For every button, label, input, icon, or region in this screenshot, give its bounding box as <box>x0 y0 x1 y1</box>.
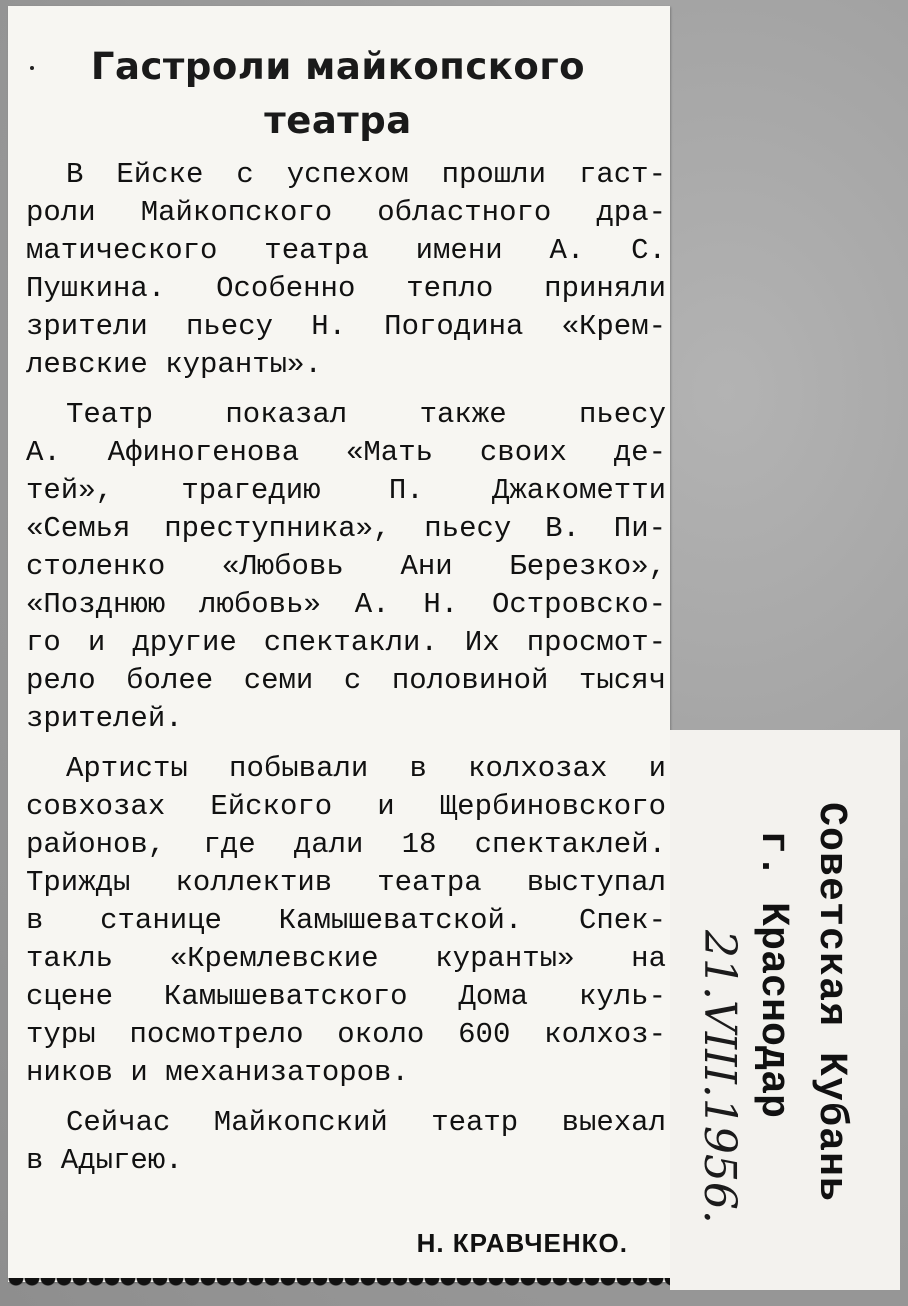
source-date-handwritten: 21.VIII.1956. <box>694 930 745 1224</box>
text-line: сцене Камышеватского Дома куль- <box>26 980 666 1013</box>
article-paragraph <box>26 1104 666 1180</box>
text-line: столенко «Любовь Ани Березко», <box>26 550 666 583</box>
text-line: левские куранты». <box>26 348 322 381</box>
text-line: Артисты побывали в колхозах и <box>66 752 666 785</box>
text-line: Сейчас Майкопский театр выехал <box>66 1106 666 1139</box>
article-paragraph <box>26 396 666 738</box>
text-line: Театр показал также пьесу <box>66 398 666 431</box>
torn-edge <box>8 1278 670 1292</box>
text-line: совхозах Ейского и Щербиновского <box>26 790 666 823</box>
text-line: тей», трагедию П. Джакометти <box>26 474 666 507</box>
headline-line-1: Гастроли майкопского <box>90 45 586 88</box>
newspaper-clipping <box>8 6 670 1282</box>
text-line: туры посмотрело около 600 колхоз- <box>26 1018 666 1051</box>
text-line: в станице Камышеватской. Спек- <box>26 904 666 937</box>
article-body <box>26 156 666 1192</box>
text-line: рело более семи с половиной тысяч <box>26 664 666 697</box>
text-line: Трижды коллектив театра выступал <box>26 866 666 899</box>
text-line: Пушкина. Особенно тепло приняли <box>26 272 666 305</box>
source-newspaper-name: Советская Кубань <box>808 802 853 1203</box>
article-headline <box>28 40 648 148</box>
text-line: го и другие спектакли. Их просмот- <box>26 626 666 659</box>
text-line: районов, где дали 18 спектаклей. <box>26 828 666 861</box>
article-paragraph <box>26 156 666 384</box>
text-line: зрители пьесу Н. Погодина «Крем- <box>26 310 666 343</box>
article-paragraph <box>26 750 666 1092</box>
text-line: такль «Кремлевские куранты» на <box>26 942 666 975</box>
source-city: г. Краснодар <box>750 830 795 1119</box>
text-line: матического театра имени А. С. <box>26 234 666 267</box>
text-line: В Ейске с успехом прошли гаст- <box>66 158 666 191</box>
text-line: А. Афиногенова «Мать своих де- <box>26 436 666 469</box>
text-line: зрителей. <box>26 702 183 735</box>
text-line: в Адыгею. <box>26 1144 183 1177</box>
text-line: ников и механизаторов. <box>26 1056 409 1089</box>
text-line: «Семья преступника», пьесу В. Пи- <box>26 512 666 545</box>
text-line: роли Майкопского областного дра- <box>26 196 666 229</box>
author-signature: Н. КРАВЧЕНКО. <box>416 1228 628 1258</box>
headline-line-2: театра <box>264 99 412 142</box>
text-line: «Позднюю любовь» А. Н. Островско- <box>26 588 666 621</box>
source-stamp-card <box>670 730 900 1290</box>
